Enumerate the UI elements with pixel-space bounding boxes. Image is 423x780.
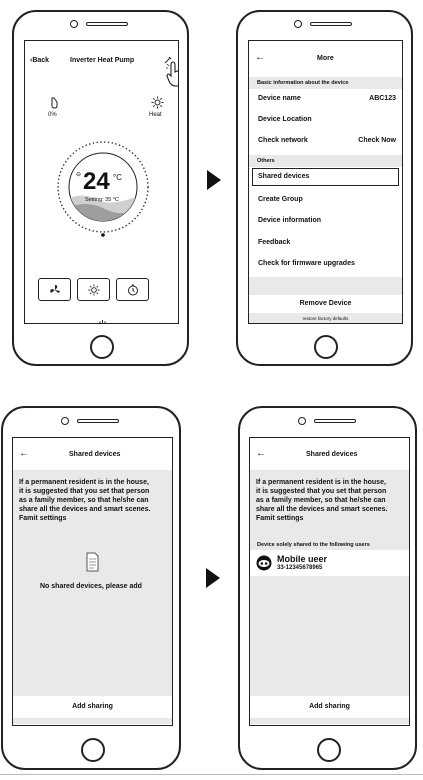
timer-button[interactable] — [116, 278, 149, 301]
phone-2 — [236, 10, 413, 366]
page-title: Shared devices — [69, 451, 121, 458]
front-camera — [61, 417, 69, 425]
sun-icon — [151, 96, 164, 109]
tapping-hand-icon — [165, 61, 179, 87]
section-header: Others — [249, 155, 402, 167]
humidity-icon — [50, 97, 59, 109]
home-button[interactable] — [314, 335, 338, 359]
screen-shared-users — [249, 437, 410, 726]
chevron-left-icon: ‹ — [30, 57, 33, 64]
speaker-grille — [86, 22, 128, 26]
device-information-row[interactable]: Device information — [258, 217, 322, 224]
setting-temperature: Setting: 35 °C — [85, 197, 119, 203]
restore-band — [249, 313, 402, 324]
timer-icon — [127, 284, 139, 296]
fan-icon — [49, 284, 61, 296]
check-network-row[interactable]: Check network Check Now — [258, 137, 396, 144]
shared-devices-row[interactable]: Shared devices — [252, 168, 399, 186]
spacer-band — [249, 277, 402, 295]
empty-state-text: No shared devices, please add — [40, 583, 142, 590]
screen-shared-empty — [12, 437, 173, 726]
speaker-grille — [310, 22, 352, 26]
feedback-row[interactable]: Feedback — [258, 239, 291, 246]
avatar — [256, 555, 272, 571]
humidity-value: 0% — [48, 112, 57, 118]
phone-3 — [1, 406, 181, 770]
front-camera — [70, 20, 78, 28]
back-arrow-icon[interactable]: ← — [255, 52, 265, 63]
add-sharing-button[interactable]: Add sharing — [13, 696, 172, 718]
front-camera — [298, 417, 306, 425]
screen-device-control — [24, 40, 179, 324]
front-camera — [294, 20, 302, 28]
restore-defaults-link[interactable]: restore factory defaults — [302, 316, 349, 321]
user-name: Mobile ueer — [277, 554, 328, 564]
user-phone: 33-12345678965 — [277, 565, 323, 571]
sun-icon — [88, 284, 100, 296]
family-info-text: If a permanent resident is in the house, it is suggested that you set that person as a family member, so that he/she can share all the devices and smart scenes. Famit settings — [256, 479, 388, 522]
device-name-row[interactable]: Device name ABC123 — [258, 95, 396, 102]
back-arrow-icon[interactable]: ← — [19, 448, 29, 459]
power-icon[interactable] — [98, 319, 107, 324]
heat-mode-button[interactable] — [77, 278, 110, 301]
home-button[interactable] — [90, 335, 114, 359]
remove-device-button[interactable]: Remove Device — [249, 295, 402, 313]
back-link[interactable]: ‹Back — [30, 57, 50, 64]
phone-4 — [238, 406, 417, 770]
small-degree-icon: ⊖ — [76, 172, 82, 178]
bottom-divider — [0, 774, 423, 775]
flow-arrow — [206, 568, 220, 588]
home-button[interactable] — [317, 738, 341, 762]
phone-1 — [12, 10, 189, 366]
screen-more — [248, 40, 403, 324]
firmware-row[interactable]: Check for firmware upgrades — [258, 260, 355, 267]
fan-button[interactable] — [38, 278, 71, 301]
flow-arrow — [207, 170, 221, 190]
device-location-row[interactable]: Device Location — [258, 116, 312, 123]
page-title: Inverter Heat Pump — [70, 57, 135, 64]
speaker-grille — [314, 419, 356, 423]
temperature-unit: °C — [113, 173, 122, 182]
family-info-text: If a permanent resident is in the house, it is suggested that you set that person as a family member, so that he/she can share all the devices and smart scenes. Famit settings — [19, 479, 151, 522]
current-temperature: 24 — [83, 168, 110, 195]
add-sharing-button[interactable]: Add sharing — [250, 696, 409, 718]
back-arrow-icon[interactable]: ← — [256, 448, 266, 459]
home-button[interactable] — [81, 738, 105, 762]
shared-user-row[interactable] — [250, 550, 409, 576]
page-title: More — [317, 55, 334, 62]
page-title: Shared devices — [306, 451, 358, 458]
shared-users-header: Device solely shared to the following users — [257, 542, 370, 548]
mode-label: Heat — [149, 112, 162, 118]
empty-document-icon — [85, 552, 99, 572]
section-header: Basic information about the device — [249, 77, 402, 89]
speaker-grille — [77, 419, 119, 423]
create-group-row[interactable]: Create Group — [258, 196, 303, 203]
